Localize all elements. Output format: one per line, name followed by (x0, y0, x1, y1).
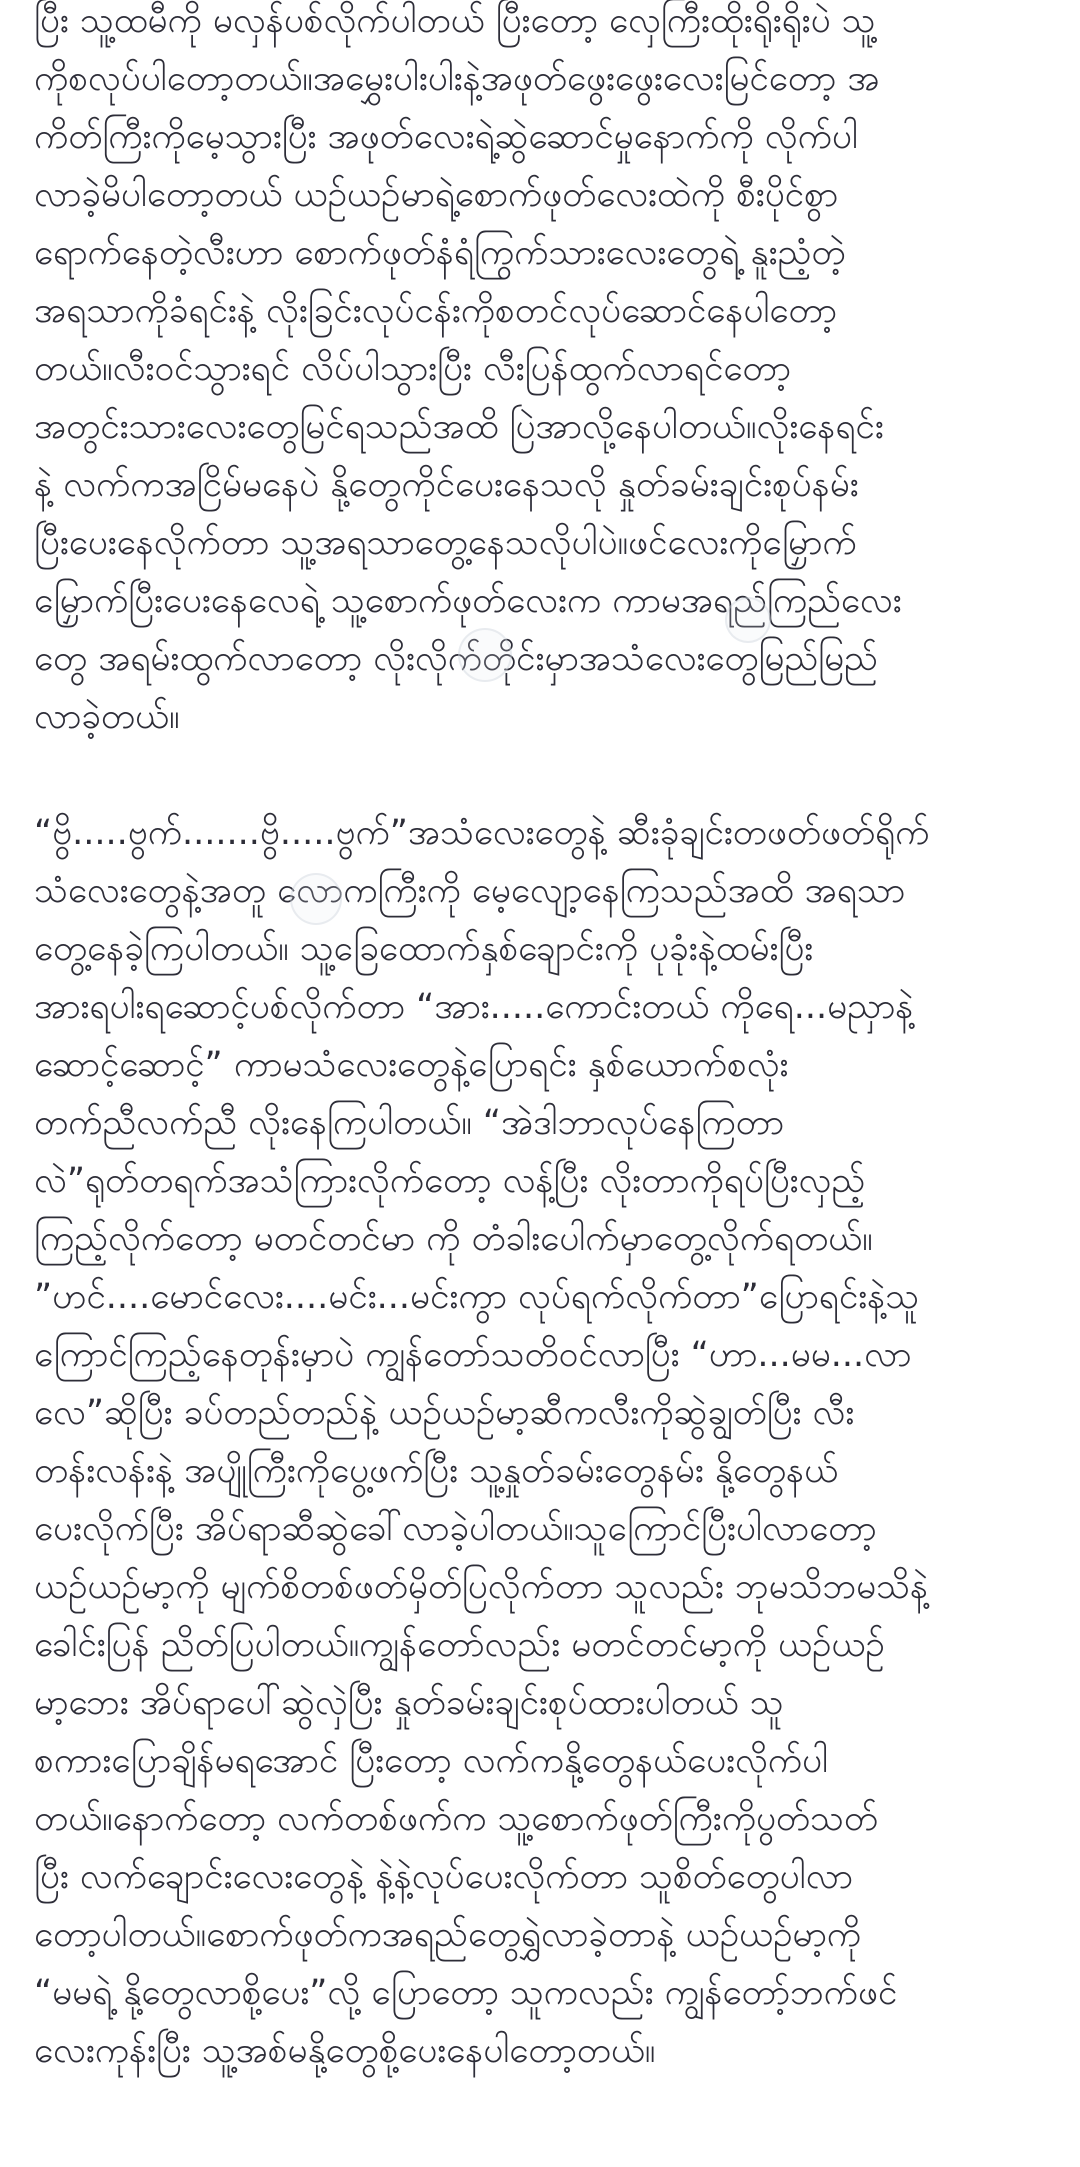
touch-ripple (290, 873, 342, 925)
paragraph-line: “မမရဲ့ နို့တွေလာစို့ပေး”လို့ ပြောတော့ သူကလည်း ကျွန်တော့်ဘက်ဖင် (34, 1973, 898, 2013)
paragraph-line: ကြောင်ကြည့်နေတုန်းမှာပဲ ကျွန်တော်သတိဝင်လာပြီး “ဟာ...မမ...လာ (34, 1335, 912, 1375)
paragraph-line: စကားပြောချိန်မရအောင် ပြီးတော့ လက်ကနို့တွေနယ်ပေးလိုက်ပါ (34, 1741, 829, 1781)
paragraph-line: ရောက်နေတဲ့လီးဟာ စောက်ဖုတ်နံရံကြွက်သားလေးတွေရဲ့ နူးညံ့တဲ့ (34, 233, 846, 273)
paragraph-line: တက်ညီလက်ညီ လိုးနေကြပါတယ်။ “အဲဒါဘာလုပ်နေကြတာ (34, 1103, 785, 1143)
paragraph-line: မြှောက်ပြီးပေးနေလေရဲ့ သူ့စောက်ဖုတ်လေးက ကာမအရည်ကြည်လေး (34, 581, 902, 621)
paragraph-line: တော့ပါတယ်။စောက်ဖုတ်ကအရည်တွေရွှဲလာခဲ့တာနဲ့ ယဉ်ယဉ်မာ့ကို (34, 1915, 862, 1955)
paragraph-line: ပြီး လက်ချောင်းလေးတွေနဲ့ နဲ့နဲ့လုပ်ပေးလိုက်တာ သူစိတ်တွေပါလာ (34, 1857, 853, 1897)
paragraph-line: လာခဲ့တယ်။ (34, 697, 180, 737)
paragraph-line: ပေးလိုက်ပြီး အိပ်ရာဆီဆွဲခေါ်လာခဲ့ပါတယ်။သူကြောင်ပြီးပါလာတော့ (34, 1509, 877, 1549)
paragraph-line: ပြီးပေးနေလိုက်တာ သူ့အရသာတွေ့နေသလိုပါပဲ။ဖင်လေးကိုမြှောက် (34, 523, 857, 563)
paragraph-line: ”ဟင်....မောင်လေး....မင်း...မင်းကွာ လုပ်ရက်လိုက်တာ”ပြောရင်းနဲ့သူ (34, 1277, 920, 1317)
paragraph-line: ယဉ်ယဉ်မာ့ကို မျက်စိတစ်ဖတ်မှိတ်ပြလိုက်တာ သူလည်း ဘုမသိဘမသိနဲ့ (34, 1567, 929, 1607)
touch-ripple (725, 597, 771, 643)
paragraph-line: အရသာကိုခံရင်းနဲ့ လိုးခြင်းလုပ်ငန်းကိုစတင်လုပ်ဆောင်နေပါတော့ (34, 291, 837, 331)
paragraph-line: တွေ့နေခဲ့ကြပါတယ်။ သူ့ခြေထောက်နှစ်ချောင်းကို ပုခုံးနဲ့ထမ်းပြီး (34, 929, 814, 969)
touch-ripple (458, 628, 512, 682)
paragraph-line: အားရပါးရဆောင့်ပစ်လိုက်တာ “အား.....ကောင်းတယ် ကိုရေ...မညှာနဲ့ (34, 987, 914, 1027)
paragraph-line: တွေ အရမ်းထွက်လာတော့ လိုးလိုက်တိုင်းမှာအသံလေးတွေမြည်မြည် (34, 639, 878, 679)
paragraph-line: လေ”ဆိုပြီး ခပ်တည်တည်နဲ့ ယဉ်ယဉ်မာ့ဆီကလီးကိုဆွဲချွတ်ပြီး လီး (34, 1393, 855, 1433)
paragraph-line: တယ်။လီးဝင်သွားရင် လိပ်ပါသွားပြီး လီးပြန်ထွက်လာရင်တော့ (34, 349, 791, 389)
paragraph-line: ခေါင်းပြန် ညိတ်ပြပါတယ်။ကျွန်တော်လည်း မတင်တင်မာ့ကို ယဉ်ယဉ် (34, 1625, 885, 1665)
paragraph-line: လာခဲ့မိပါတော့တယ် ယဉ်ယဉ်မာရဲ့စောက်ဖုတ်လေးထဲကို စီးပိုင်စွာ (34, 175, 839, 215)
paragraph-line: တယ်။နောက်တော့ လက်တစ်ဖက်က သူ့စောက်ဖုတ်ကြီးကိုပွတ်သတ် (34, 1799, 878, 1839)
paragraph-line: ကိုစလုပ်ပါတော့တယ်။အမွှေးပါးပါးနဲ့အဖုတ်ဖွေးဖွေးလေးမြင်တော့ အ (34, 59, 880, 99)
paragraph-line: သံလေးတွေနဲ့အတူ လောကကြီးကို မေ့လျော့နေကြသည်အထိ အရသာ (34, 871, 906, 911)
paragraph-line: မာ့ဘေး အိပ်ရာပေါ်ဆွဲလှဲပြီး နှုတ်ခမ်းချင်းစုပ်ထားပါတယ် သူ (34, 1683, 784, 1723)
story-paragraph-2 (34, 804, 1046, 2080)
paragraph-line: ကြည့်လိုက်တော့ မတင်တင်မာ ကို တံခါးပေါက်မှာတွေ့လိုက်ရတယ်။ (34, 1219, 873, 1259)
paragraph-line: ကိတ်ကြီးကိုမေ့သွားပြီး အဖုတ်လေးရဲ့ဆွဲဆောင်မှုနောက်ကို လိုက်ပါ (34, 117, 858, 157)
paragraph-line: “ဗွိ.....ဗွက်.......ဗွိ.....ဗွက်”အသံလေးတွေနဲ့ ဆီးခုံချင်းတဖတ်ဖတ်ရိုက် (34, 813, 930, 853)
paragraph-line: လဲ”ရုတ်တရက်အသံကြားလိုက်တော့ လန့်ပြီး လိုးတာကိုရပ်ပြီးလှည့် (34, 1161, 866, 1201)
paragraph-line: လေးကုန်းပြီး သူ့အစ်မနို့တွေစို့ပေးနေပါတော့တယ်။ (34, 2031, 656, 2071)
paragraph-line: ပြီး သူ့ထမီကို မလှန်ပစ်လိုက်ပါတယ် ပြီးတော့ လှေကြီးထိုးရိုးရိုးပဲ သူ့ (34, 1, 876, 41)
paragraph-line: နဲ့ လက်ကအငြိမ်မနေပဲ နို့တွေကိုင်ပေးနေသလို နှုတ်ခမ်းချင်းစုပ်နမ်း (34, 465, 859, 505)
paragraph-line: တန်းလန်းနဲ့ အပျိုကြီးကိုပွေ့ဖက်ပြီး သူ့နှုတ်ခမ်းတွေနမ်း နို့တွေနယ် (34, 1451, 839, 1491)
paragraph-line: ဆောင့်ဆောင့်” ကာမသံလေးတွေနဲ့ပြောရင်း နှစ်ယောက်စလုံး (34, 1045, 789, 1085)
paragraph-line: အတွင်းသားလေးတွေမြင်ရသည်အထိ ပြဲအာလို့နေပါတယ်။လိုးနေရင်း (34, 407, 884, 447)
story-paragraph-1 (34, 0, 1046, 746)
